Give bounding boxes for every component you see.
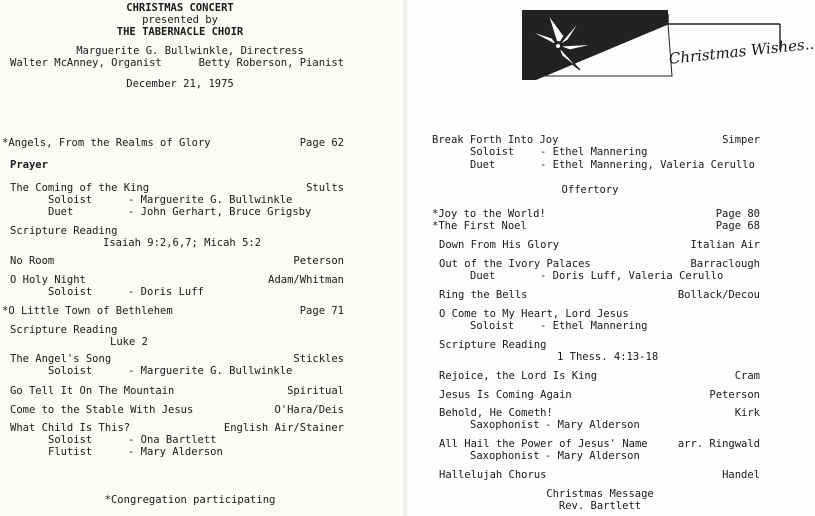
item-gotell-title: Go Tell It On The Mountain — [10, 385, 175, 397]
item-ivory-duet: - Doris Luff, Valeria Cerullo — [540, 270, 724, 282]
directress: Marguerite G. Bullwinkle, Directress — [76, 45, 304, 57]
item-bethlehem-page: Page 71 — [299, 305, 344, 317]
item-scripture2-ref: Luke 2 — [110, 336, 148, 348]
item-ivory-composer: Barraclough — [690, 258, 760, 270]
item-stable-title: Come to the Stable With Jesus — [10, 404, 194, 416]
item-holynight-soloist: - Doris Luff — [128, 286, 204, 298]
item-whatchild-soloist-label: Soloist — [48, 434, 93, 446]
presented-by: presented by — [142, 14, 218, 26]
item-scripture2-title: Scripture Reading — [10, 324, 118, 336]
item-ivory-duet-label: Duet — [470, 270, 496, 282]
item-breakforth-duet-label: Duet — [470, 159, 496, 171]
item-breakforth-title: Break Forth Into Joy — [432, 134, 559, 146]
item-ivory-title: Out of the Ivory Palaces — [439, 258, 591, 270]
item-behold-title: Behold, He Cometh! — [439, 407, 553, 419]
item-allhail-title: All Hail the Power of Jesus' Name — [439, 438, 648, 450]
item-coming-duet-label: Duet — [48, 206, 74, 218]
item-coming-composer: Stults — [306, 182, 344, 194]
item-stable-composer: O'Hara/Deis — [274, 404, 344, 416]
item-angelsong-soloist: - Marguerite G. Bullwinkle — [128, 365, 293, 377]
item-gotell-composer: Spiritual — [287, 385, 344, 397]
item-holynight-composer: Adam/Whitman — [268, 274, 344, 286]
item-joy-title: *Joy to the World! — [432, 208, 546, 220]
item-whatchild-composer: English Air/Stainer — [223, 422, 344, 434]
item-ocome-title: O Come to My Heart, Lord Jesus — [439, 308, 629, 320]
item-joy-page: Page 80 — [715, 208, 760, 220]
item-hallelujah-title: Hallelujah Chorus — [439, 469, 547, 481]
concert-title: CHRISTMAS CONCERT — [126, 2, 234, 14]
item-whatchild-flutist-label: Flutist — [48, 446, 93, 458]
item-breakforth-duet: - Ethel Mannering, Valeria Cerullo — [540, 159, 755, 171]
item-coming-title: The Coming of the King — [10, 182, 150, 194]
item-breakforth-soloist: - Ethel Mannering — [540, 146, 648, 158]
item-allhail-composer: arr. Ringwald — [677, 438, 760, 450]
christmas-message: Christmas Message — [546, 488, 654, 500]
item-hallelujah-composer: Handel — [722, 469, 760, 481]
item-firstnoel-page: Page 68 — [715, 220, 760, 232]
item-whatchild-soloist: - Ona Bartlett — [128, 434, 217, 446]
item-rejoice-title: Rejoice, the Lord Is King — [439, 370, 598, 382]
item-holynight-title: O Holy Night — [10, 274, 86, 286]
item-whatchild-flutist: - Mary Alderson — [128, 446, 223, 458]
item-downfrom-title: Down From His Glory — [439, 239, 560, 251]
item-jesuscoming-title: Jesus Is Coming Again — [439, 389, 572, 401]
item-whatchild-title: What Child Is This? — [10, 422, 131, 434]
item-angelsong-soloist-label: Soloist — [48, 365, 93, 377]
item-holynight-soloist-label: Soloist — [48, 286, 93, 298]
item-coming-soloist-label: Soloist — [48, 194, 93, 206]
item-scripture3-ref: 1 Thess. 4:13-18 — [557, 351, 659, 363]
item-allhail-sax-label: Saxophonist — [470, 450, 540, 462]
christmas-wishes-logo — [518, 10, 815, 80]
item-prayer: Prayer — [10, 159, 48, 171]
right-program-page — [410, 0, 815, 516]
item-noroom-title: No Room — [10, 255, 55, 267]
item-allhail-sax: - Mary Alderson — [545, 450, 640, 462]
concert-date: December 21, 1975 — [126, 78, 234, 90]
item-ocome-soloist: - Ethel Mannering — [540, 320, 648, 332]
item-angels-title: *Angels, From the Realms of Glory — [2, 137, 211, 149]
item-scripture3-title: Scripture Reading — [439, 339, 547, 351]
item-bells-composer: Bollack/Decou — [677, 289, 760, 301]
item-scripture1-ref: Isaiah 9:2,6,7; Micah 5:2 — [103, 237, 262, 249]
pianist: Betty Roberson, Pianist — [198, 57, 344, 69]
item-firstnoel-title: *The First Noel — [432, 220, 527, 232]
item-downfrom-composer: Italian Air — [690, 239, 760, 251]
item-coming-duet: - John Gerhart, Bruce Grigsby — [128, 206, 312, 218]
item-rejoice-composer: Cram — [734, 370, 760, 382]
offertory: Offertory — [561, 184, 619, 196]
item-coming-soloist: - Marguerite G. Bullwinkle — [128, 194, 293, 206]
item-bethlehem-title: *O Little Town of Bethlehem — [2, 305, 173, 317]
item-breakforth-composer: Simper — [722, 134, 760, 146]
left-program-page — [0, 0, 406, 516]
item-angelsong-composer: Stickles — [293, 353, 344, 365]
message-speaker: Rev. Bartlett — [558, 500, 642, 512]
choir-name: THE TABERNACLE CHOIR — [116, 26, 244, 38]
congregation-footnote: *Congregation participating — [104, 494, 276, 506]
item-noroom-composer: Peterson — [293, 255, 344, 267]
item-behold-composer: Kirk — [734, 407, 760, 419]
item-jesuscoming-composer: Peterson — [709, 389, 760, 401]
item-bells-title: Ring the Bells — [439, 289, 528, 301]
organist: Walter McAnney, Organist — [10, 57, 162, 69]
logo-text: Christmas Wishes.. — [668, 34, 815, 68]
item-angelsong-title: The Angel's Song — [10, 353, 112, 365]
item-angels-page: Page 62 — [299, 137, 344, 149]
item-behold-sax-label: Saxophonist — [470, 419, 540, 431]
item-breakforth-soloist-label: Soloist — [470, 146, 515, 158]
item-ocome-soloist-label: Soloist — [470, 320, 515, 332]
item-behold-sax: - Mary Alderson — [545, 419, 640, 431]
item-scripture1-title: Scripture Reading — [10, 225, 118, 237]
